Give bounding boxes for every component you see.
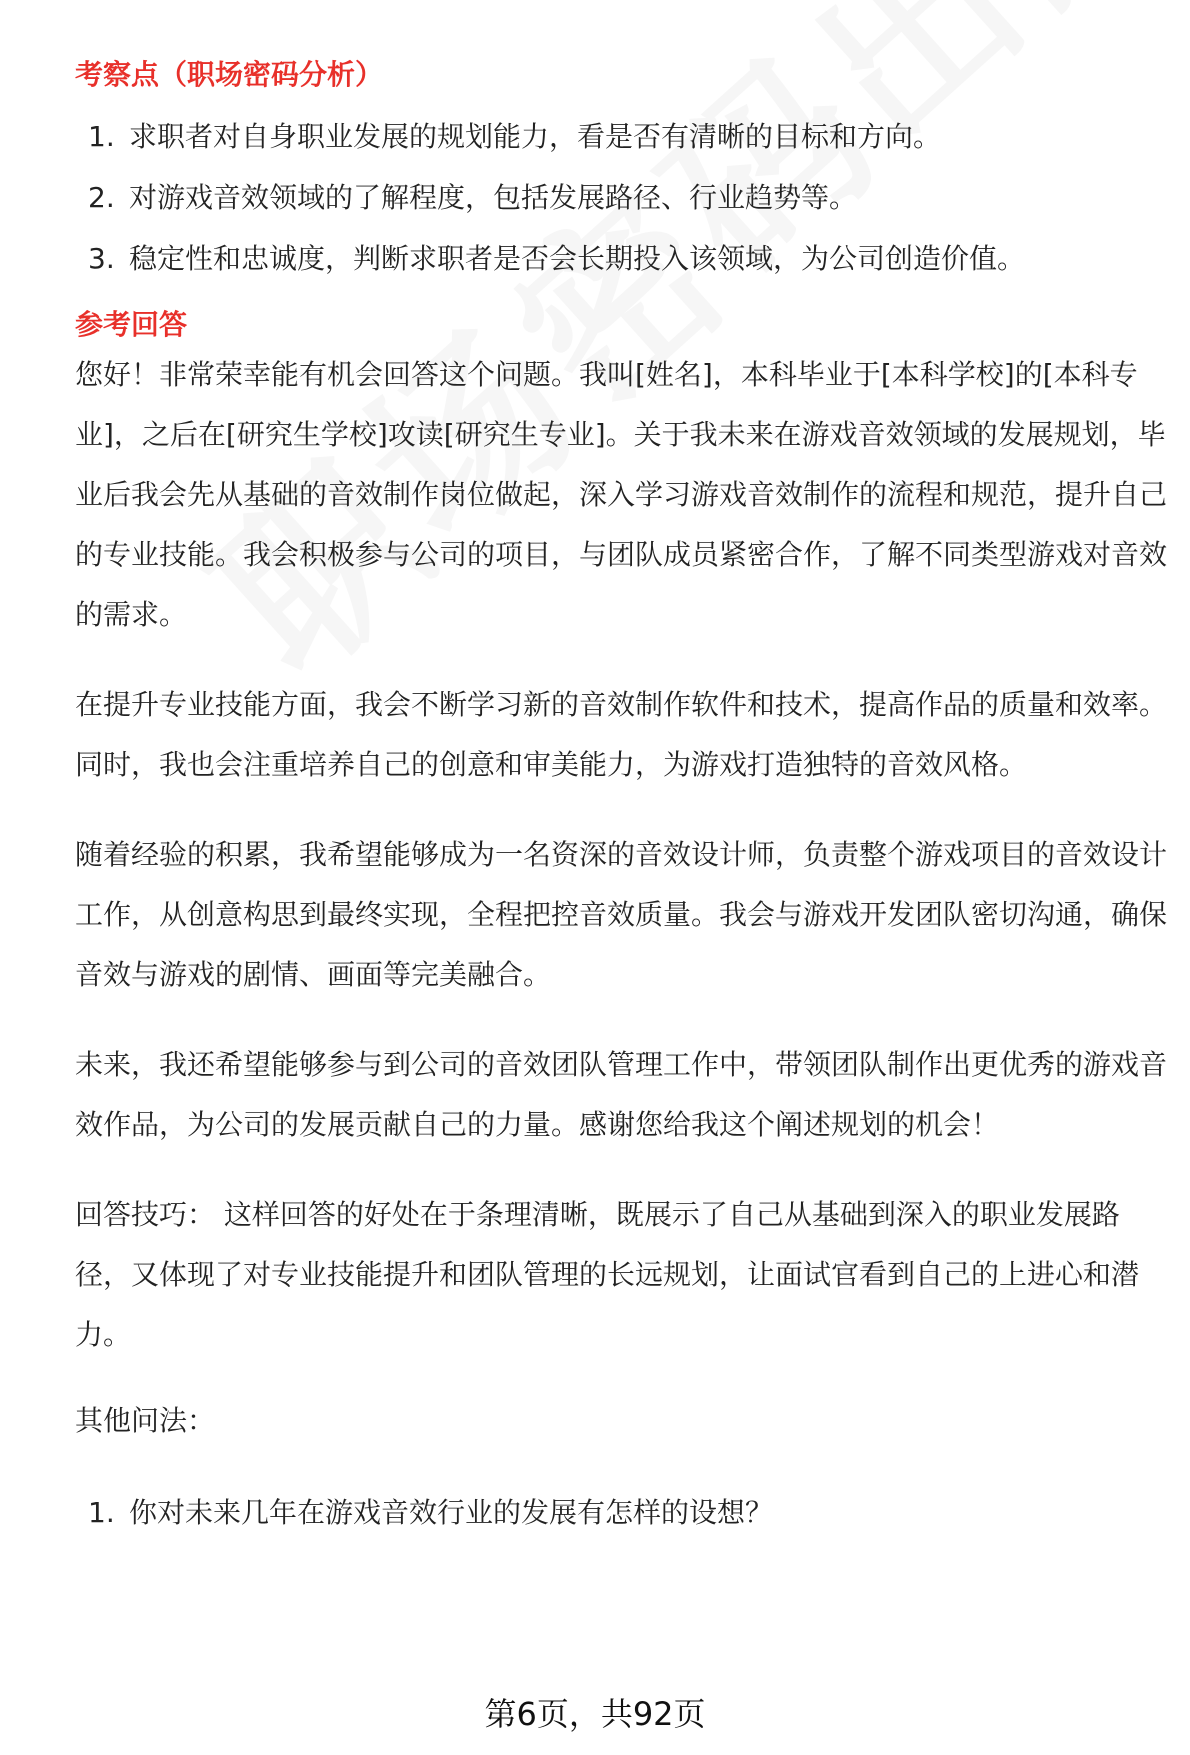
list-item [75,117,1170,157]
list-item [75,239,1170,279]
answer-paragraph: 您好！非常荣幸能有机会回答这个问题。我叫[姓名]，本科毕业于[本科学校]的[本科专业]，之后在[研究生学校]攻读[研究生专业]。关于我未来在游戏音效领域的发展规划，毕业后我会先从基础的音效制作岗位做起，深入学习游戏音效制作的流程和规范，提升自己的专业技能。我会积极参与公司的项目，与团队成员紧密合作，了解不同类型游戏对音效的需求。 [75,358,1168,631]
answer-paragraph: 在提升专业技能方面，我会不断学习新的音效制作软件和技术，提高作品的质量和效率。同时，我也会注重培养自己的创意和审美能力，为游戏打造独特的音效风格。 [75,688,1168,781]
other-questions-label: 其他问法： [75,1404,216,1437]
page-content [75,50,1170,1554]
page-number-footer: 第6页，共92页 [484,1695,706,1733]
list-item-number: 2. [88,181,115,214]
list-item-number: 1. [88,120,115,153]
list-item-number: 1. [88,1496,115,1529]
list-item [75,178,1170,218]
analysis-list [75,117,1170,279]
answer-tips-paragraph: 回答技巧： 这样回答的好处在于条理清晰，既展示了自己从基础到深入的职业发展路径，又体现了对专业技能提升和团队管理的长远规划，让面试官看到自己的上进心和潜力。 [75,1198,1140,1351]
list-item [75,1493,1170,1533]
answer-paragraph: 随着经验的积累，我希望能够成为一名资深的音效设计师，负责整个游戏项目的音效设计工作，从创意构思到最终实现，全程把控音效质量。我会与游戏开发团队密切沟通，确保音效与游戏的剧情、画面等完美融合。 [75,838,1168,991]
list-item-text: 对游戏音效领域的了解程度，包括发展路径、行业趋势等。 [129,181,858,214]
section-heading-analysis: 考察点（职场密码分析） [75,58,384,91]
answer-paragraph: 未来，我还希望能够参与到公司的音效团队管理工作中，带领团队制作出更优秀的游戏音效作品，为公司的发展贡献自己的力量。感谢您给我这个阐述规划的机会！ [75,1048,1168,1141]
list-item-number: 3. [88,242,115,275]
other-questions-list [75,1493,1170,1533]
list-item-text: 你对未来几年在游戏音效行业的发展有怎样的设想？ [129,1496,774,1529]
list-item-text: 求职者对自身职业发展的规划能力，看是否有清晰的目标和方向。 [129,120,942,153]
list-item-text: 稳定性和忠诚度，判断求职者是否会长期投入该领域，为公司创造价值。 [129,242,1026,275]
section-heading-reference-answer: 参考回答 [75,308,188,341]
